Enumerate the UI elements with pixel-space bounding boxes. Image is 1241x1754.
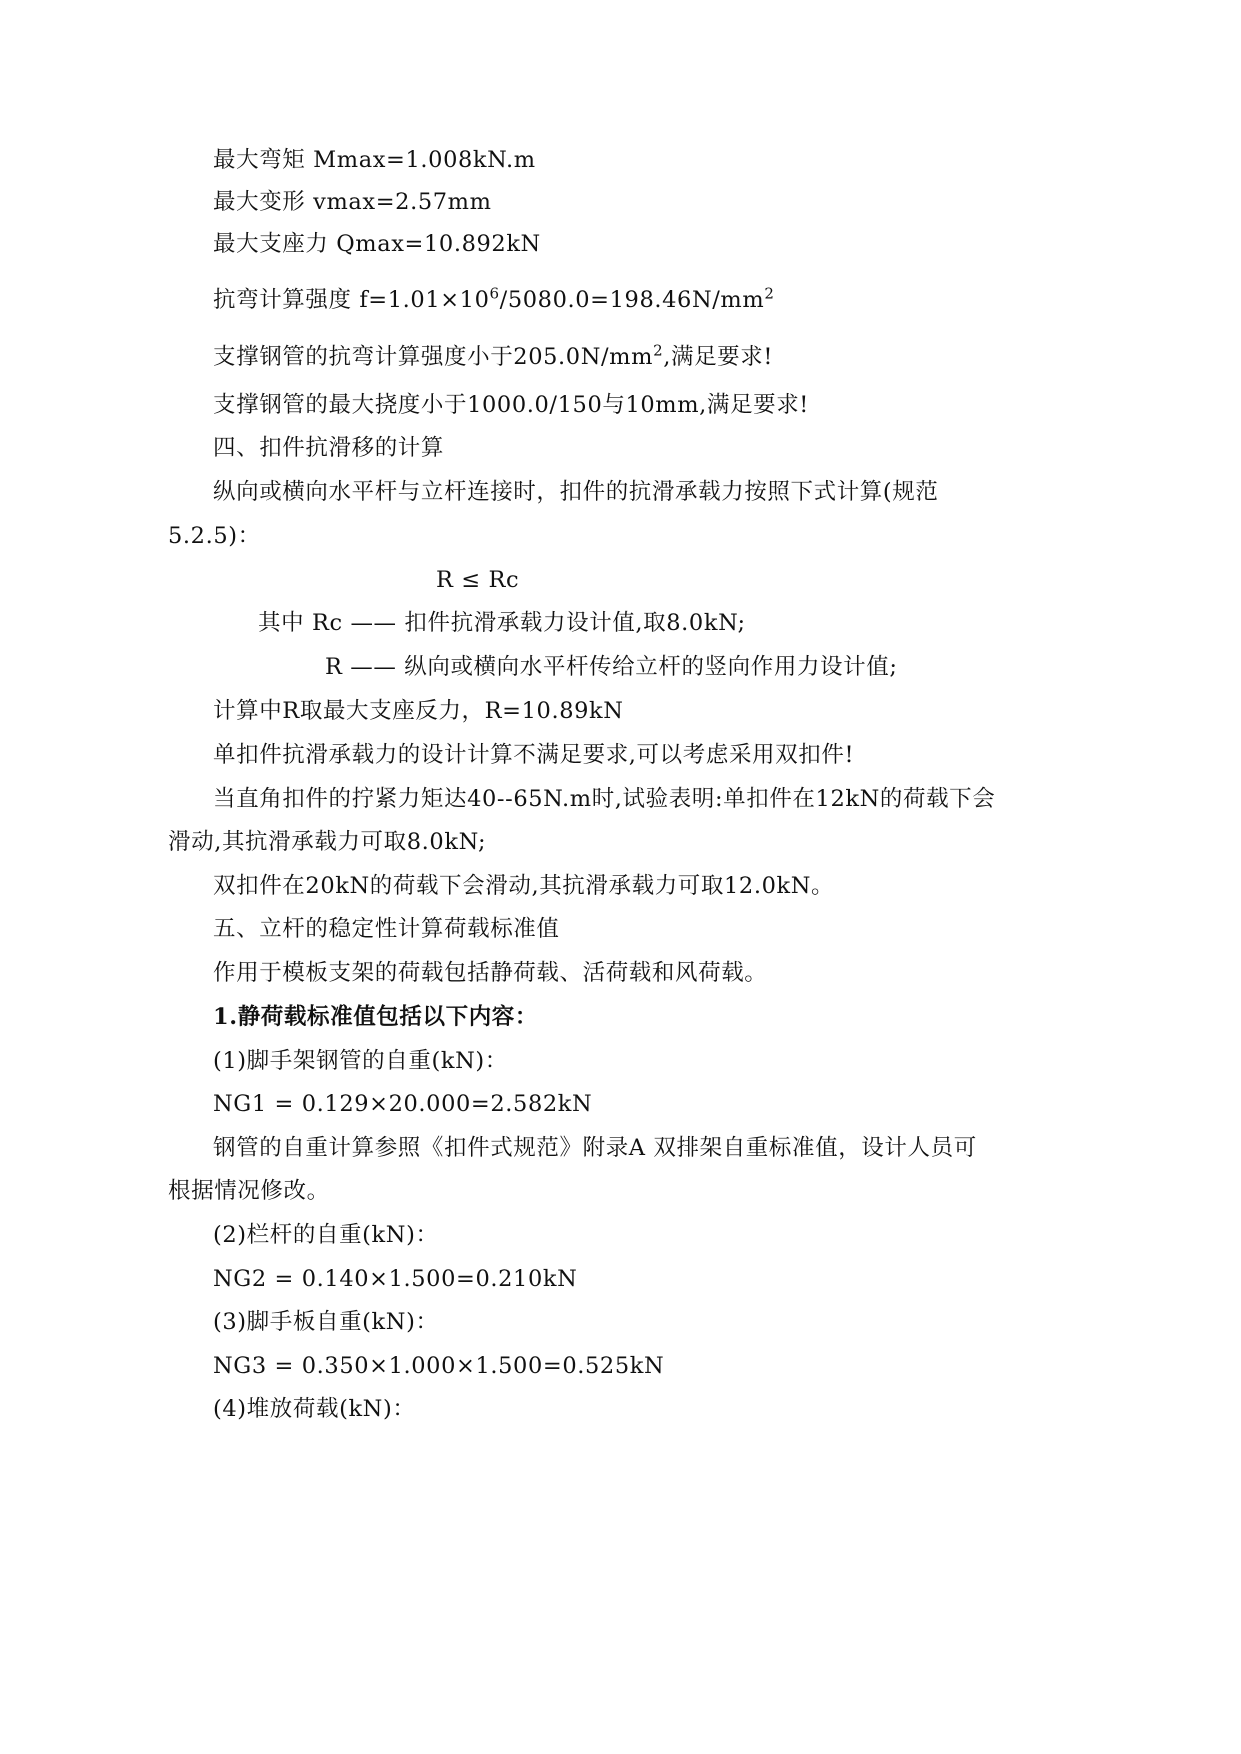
formula-ng3: NG3 = 0.350×1.000×1.500=0.525kN [213, 1353, 665, 1379]
text-line-torque-cont: 滑动,其抗滑承载力可取8.0kN; [168, 829, 487, 855]
formula-ng1: NG1 = 0.129×20.000=2.582kN [213, 1091, 593, 1117]
text-line-item-4: (4)堆放荷载(kN)： [213, 1396, 416, 1422]
text-line-reference-cont: 根据情况修改。 [168, 1178, 330, 1204]
text-part: 支撑钢管的抗弯计算强度小于205.0N/mm [213, 344, 654, 370]
text-line-max-support-force: 最大支座力 Qmax=10.892kN [213, 231, 541, 257]
section-heading-5: 五、立杆的稳定性计算荷载标准值 [213, 916, 560, 942]
text-line-loads: 作用于模板支架的荷载包括静荷载、活荷载和风荷载。 [213, 960, 768, 986]
text-line-paragraph: 纵向或横向水平杆与立杆连接时，扣件的抗滑承载力按照下式计算(规范 [213, 479, 939, 505]
text-part: ,满足要求! [663, 344, 774, 370]
text-line-single-fastener: 单扣件抗滑承载力的设计计算不满足要求,可以考虑采用双扣件! [213, 742, 855, 768]
text-line-max-deformation: 最大变形 vmax=2.57mm [213, 189, 492, 215]
text-line-where-r: R —— 纵向或横向水平杆传给立杆的竖向作用力设计值; [325, 654, 898, 680]
formula-line: R ≤ Rc [436, 567, 520, 593]
superscript: 6 [489, 284, 500, 303]
text-line-paragraph-cont: 5.2.5)： [168, 523, 261, 549]
superscript: 2 [764, 284, 775, 303]
text-line-reference: 钢管的自重计算参照《扣件式规范》附录A 双排架自重标准值，设计人员可 [213, 1135, 977, 1161]
text-line-item-1: (1)脚手架钢管的自重(kN)： [213, 1048, 508, 1074]
text-line-item-3: (3)脚手板自重(kN)： [213, 1309, 439, 1335]
text-line-item-2: (2)栏杆的自重(kN)： [213, 1222, 439, 1248]
superscript: 2 [653, 341, 664, 360]
text-line-bending-strength [213, 285, 774, 315]
text-line-calc-r: 计算中R取最大支座反力，R=10.89kN [213, 698, 624, 724]
section-heading-4: 四、扣件抗滑移的计算 [213, 435, 445, 461]
subheading-static-loads: 1.静荷载标准值包括以下内容： [213, 1004, 538, 1030]
text-line-bending-check [213, 342, 773, 372]
formula-part: 抗弯计算强度 f=1.01×10 [213, 287, 490, 313]
text-line-torque: 当直角扣件的拧紧力矩达40--65N.m时,试验表明:单扣件在12kN的荷载下会 [213, 786, 996, 812]
text-line-deflection-check: 支撑钢管的最大挠度小于1000.0/150与10mm,满足要求! [213, 392, 809, 418]
text-line-max-moment: 最大弯矩 Mmax=1.008kN.m [213, 147, 536, 173]
formula-ng2: NG2 = 0.140×1.500=0.210kN [213, 1266, 578, 1292]
text-line-double-fastener: 双扣件在20kN的荷载下会滑动,其抗滑承载力可取12.0kN。 [213, 873, 835, 899]
formula-part: /5080.0=198.46N/mm [499, 287, 765, 313]
text-line-where-rc: 其中 Rc —— 扣件抗滑承载力设计值,取8.0kN; [258, 610, 746, 636]
